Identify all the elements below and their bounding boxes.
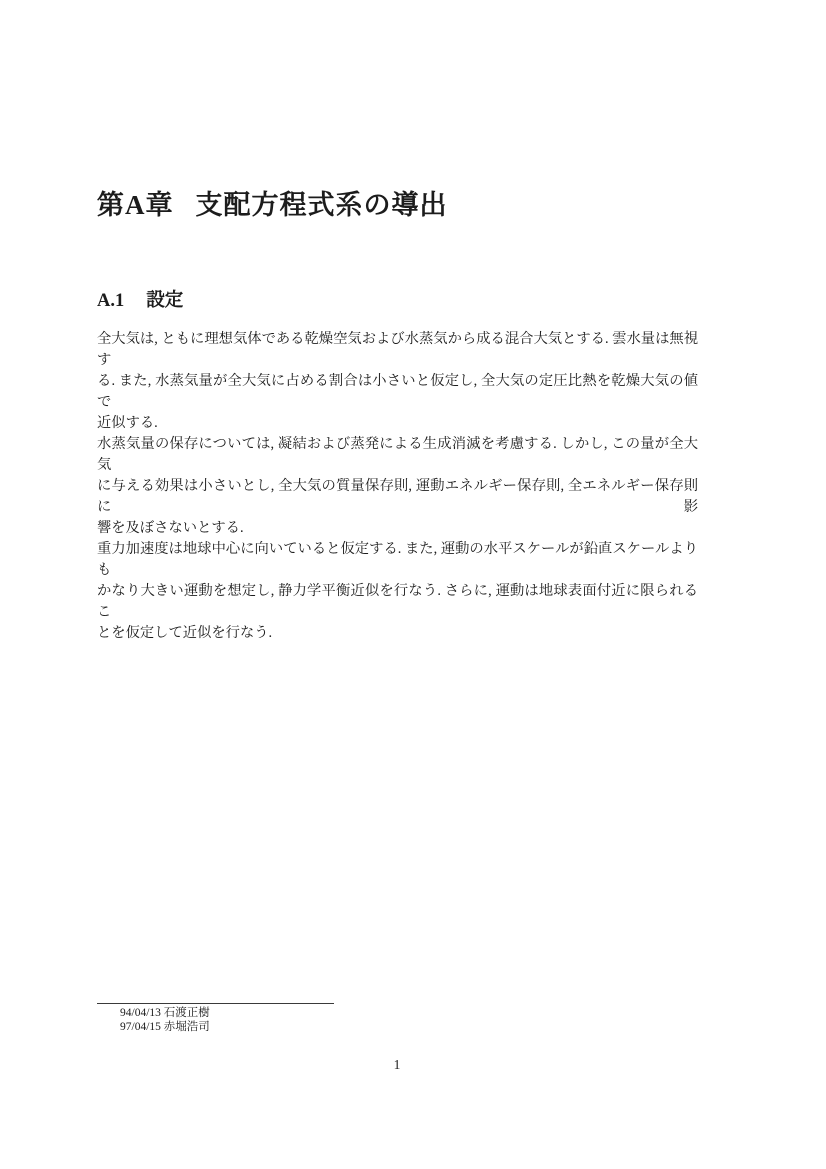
body-line: 近似する.	[97, 415, 158, 431]
chapter-heading	[97, 189, 448, 221]
chapter-label: 第A章	[97, 190, 174, 220]
section-heading-a1	[97, 290, 183, 312]
footnotes	[120, 1007, 210, 1034]
body-line: に与える効果は小さいとし, 全大気の質量保存則, 運動エネルギー保存則, 全エネルギー保存則に影	[97, 478, 698, 515]
section-title: 設定	[146, 291, 184, 311]
body-line: 響を及ぼさないとする.	[97, 520, 244, 536]
footnote-line: 97/04/15 赤堀浩司	[120, 1020, 210, 1033]
body-line: る. また, 水蒸気量が全大気に占める割合は小さいと仮定し, 全大気の定圧比熱を乾燥大気の値で	[97, 373, 698, 410]
body-line: とを仮定して近似を行なう.	[97, 625, 273, 641]
paragraph-3	[97, 539, 698, 644]
page-number: 1	[393, 1057, 401, 1072]
paragraph-1	[97, 329, 698, 434]
body-text	[97, 329, 698, 644]
body-line: 全大気は, ともに理想気体である乾燥空気および水蒸気から成る混合大気とする. 雲水量は無視す	[97, 331, 698, 368]
body-line: かなり大きい運動を想定し, 静力学平衡近似を行なう. さらに, 運動は地球表面付近に限られるこ	[97, 583, 698, 620]
section-number: A.1	[97, 291, 125, 311]
paragraph-2	[97, 434, 698, 539]
chapter-title: 支配方程式系の導出	[195, 190, 448, 220]
footnote-line: 94/04/13 石渡正樹	[120, 1007, 210, 1019]
body-line: 重力加速度は地球中心に向いていると仮定する. また, 運動の水平スケールが鉛直スケールよりも	[97, 541, 698, 578]
footnote-rule	[97, 1003, 334, 1004]
body-line: 水蒸気量の保存については, 凝結および蒸発による生成消滅を考慮する. しかし, この量が全大気	[97, 436, 698, 473]
